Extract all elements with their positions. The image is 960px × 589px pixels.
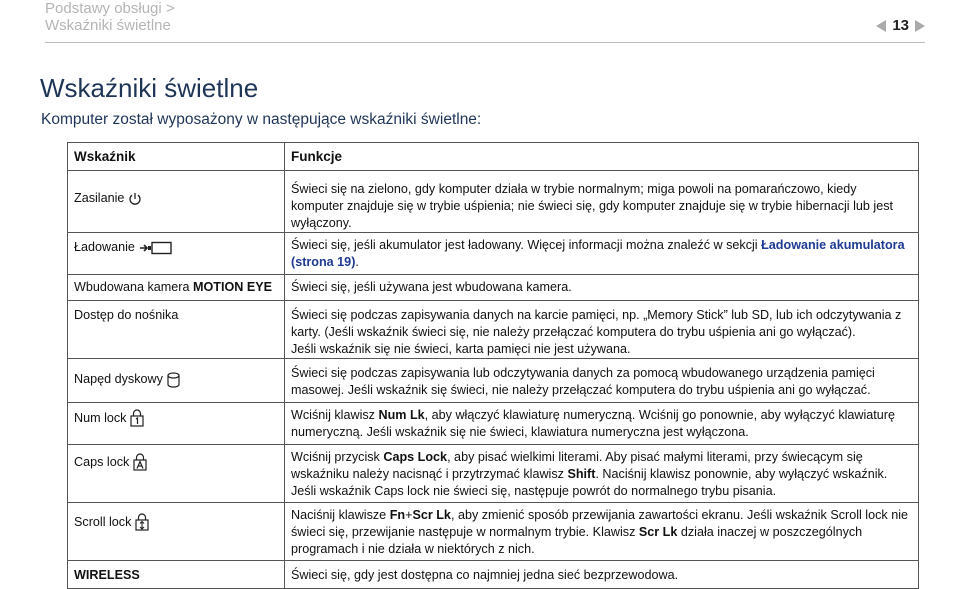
table-row (68, 561, 919, 589)
table-row (68, 403, 919, 445)
indicator-description: Świeci się, jeśli akumulator jest ładowany. Więcej informacji można znaleźć w sekcji Ładowanie akumulatora (strona 19). (285, 233, 919, 275)
page-subtitle: Komputer został wyposażony w następujące wskaźniki świetlne: (41, 111, 482, 128)
indicator-name: WIRELESS (74, 568, 140, 582)
indicator-description: Wciśnij klawisz Num Lk, aby włączyć klawiaturę numeryczną. Wciśnij go ponownie, aby wyłączyć klawiaturę numeryczną. Jeśli wskaźnik się nie świeci, klawiatura numeryczna jest wyłączona. (285, 403, 919, 445)
key-name: Scr Lk (638, 525, 678, 539)
indicator-name: Wbudowana kamera (74, 280, 194, 294)
breadcrumb-parent[interactable]: Podstawy obsługi > (45, 0, 175, 17)
indicator-name-bold: MOTION EYE (193, 280, 273, 294)
indicator-name: Num lock (74, 410, 127, 425)
table-row (68, 503, 919, 561)
page-title: Wskaźniki świetlne (40, 73, 259, 103)
header-divider (45, 42, 925, 43)
indicator-description: Świeci się, jeśli używana jest wbudowana kamera. (285, 275, 919, 301)
page-header (45, 0, 925, 40)
table-row (68, 233, 919, 275)
indicator-name: Dostęp do nośnika (74, 308, 179, 322)
key-name: Caps Lock (383, 450, 448, 464)
next-page-icon[interactable] (915, 20, 925, 32)
table-row (68, 171, 919, 233)
column-header-functions: Funkcje (285, 143, 919, 171)
column-header-indicator: Wskaźnik (68, 143, 285, 171)
indicator-name: Scroll lock (74, 514, 132, 529)
page-reference-link[interactable]: (strona 19) (291, 255, 356, 269)
table-row (68, 359, 919, 403)
indicator-description: Świeci się na zielono, gdy komputer działa w trybie normalnym; miga powoli na pomarańczowo, kiedy komputer znajduje się w trybie uśpienia; nie świeci się, gdy komputer znajduje się w trybie hibernacji lub jest wyłączony. (285, 171, 919, 233)
indicator-description: Świeci się, gdy jest dostępna co najmniej jedna sieć bezprzewodowa. (285, 561, 919, 589)
indicator-name: Caps lock (74, 454, 130, 469)
page-number: 13 (892, 17, 909, 34)
indicator-name: Ładowanie (74, 240, 135, 254)
previous-page-icon[interactable] (876, 20, 886, 32)
key-name: Shift (567, 467, 596, 481)
indicator-description: Świeci się podczas zapisywania danych na karcie pamięci, np. „Memory Stick” lub SD, lub ich odczytywania z karty. (Jeśli wskaźnik świeci się, nie należy przełączać komputera do trybu uśpienia ani go wyłączać). Jeśli wskaźnik się nie świeci, karta pamięci nie jest używana. (285, 301, 919, 359)
charging-battery-link[interactable]: Ładowanie akumulatora (761, 238, 905, 252)
key-name: Fn (389, 508, 406, 522)
caps-lock-icon (133, 453, 147, 471)
battery-charge-icon (139, 241, 173, 255)
indicator-table (67, 142, 919, 589)
breadcrumb-current: Wskaźniki świetlne (45, 17, 171, 34)
indicator-description: Naciśnij klawisze Fn+Scr Lk, aby zmienić sposób przewijania zawartości ekranu. Jeśli wskaźnik Scroll lock nie świeci się, przewijanie następuje w normalnym trybie. Klawisz Scr Lk działa inaczej w poszczególnych programach i nie działa w niektórych z nich. (285, 503, 919, 561)
num-lock-icon (130, 409, 144, 427)
indicator-description: Świeci się podczas zapisywania lub odczytywania danych za pomocą wbudowanego urządzenia pamięci masowej. Jeśli wskaźnik się świeci, nie należy przełączać komputera do trybu uśpienia ani go wyłączać. (285, 359, 919, 403)
indicator-description: Wciśnij przycisk Caps Lock, aby pisać wielkimi literami. Aby pisać małymi literami, przy świecącym się wskaźniku należy nacisnąć i przytrzymać klawisz Shift. Naciśnij klawisz ponownie, aby wyłączyć wskaźnik. Jeśli wskaźnik Caps lock nie świeci się, następuje powrót do normalnego trybu pisania. (285, 445, 919, 503)
key-name: Scr Lk (412, 508, 451, 522)
key-name: Num Lk (378, 408, 425, 422)
indicator-name: Napęd dyskowy (74, 372, 163, 386)
table-row (68, 301, 919, 359)
table-row (68, 445, 919, 503)
page-navigation (876, 17, 925, 34)
disk-drive-icon (167, 372, 180, 388)
power-icon (128, 192, 142, 206)
indicator-name: Zasilanie (74, 191, 125, 205)
scroll-lock-icon (135, 513, 149, 531)
table-header-row (68, 143, 919, 171)
table-row (68, 275, 919, 301)
